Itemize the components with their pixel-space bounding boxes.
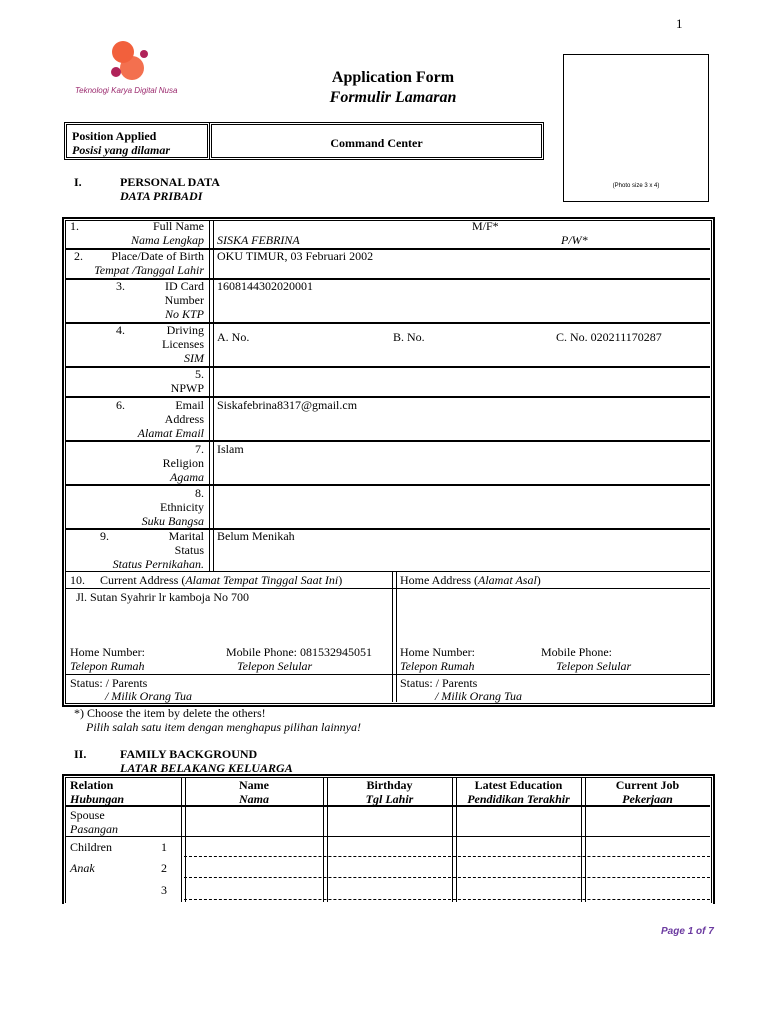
note-text-id: Pilih salah satu item dengan menghapus pilihan lainnya! <box>86 720 361 734</box>
ethnicity-label: 8. Ethnicity Suku Bangsa <box>141 486 204 528</box>
header-name: Name Nama <box>239 778 269 806</box>
row-separator <box>65 674 710 675</box>
home-home-number-label-id: Telepon Rumah <box>400 659 475 673</box>
home-address-header: Home Address (Alamat Asal) <box>400 573 541 587</box>
children-label-id: Anak <box>70 861 95 875</box>
birth-label: 2. Place/Date of Birth Tempat /Tanggal Lahir <box>74 249 204 277</box>
id-card-value[interactable]: 1608144302020001 <box>217 279 313 293</box>
current-address-header: 10. Current Address (Alamat Tempat Tinggal Saat Ini) <box>70 573 343 587</box>
home-mobile-label-id: Telepon Selular <box>556 659 632 673</box>
child-number: 1 <box>161 840 167 854</box>
full-name-value[interactable]: SISKA FEBRINA <box>217 233 300 247</box>
child-row-dash <box>184 899 710 900</box>
photo-box[interactable] <box>563 54 709 202</box>
child-number: 2 <box>161 861 167 875</box>
note-text: *) Choose the item by delete the others! <box>74 706 266 720</box>
home-home-number-label: Home Number: <box>400 645 475 659</box>
page-number: 1 <box>676 16 683 31</box>
position-label: Position Applied <box>72 129 157 143</box>
child-row-dash <box>184 877 710 878</box>
current-address-value[interactable]: Jl. Sutan Syahrir lr kamboja No 700 <box>76 590 249 604</box>
current-status-label-id: / Milik Orang Tua <box>105 689 193 703</box>
marital-label: 9. Marital Status Status Pernikahan. <box>100 529 204 571</box>
header-relation: Relation Hubungan <box>70 778 125 806</box>
child-number: 3 <box>161 883 167 897</box>
license-b[interactable]: B. No. <box>393 330 425 344</box>
home-mobile-label: Mobile Phone: <box>541 645 612 659</box>
gender-label: M/F* <box>472 219 499 233</box>
current-mobile-label-id: Telepon Selular <box>237 659 313 673</box>
current-mobile-value[interactable]: 081532945051 <box>300 645 372 659</box>
full-name-label: 1. Full Name Nama Lengkap <box>70 219 204 247</box>
religion-label: 7. Religion Agama <box>162 442 204 484</box>
child-row-dash <box>184 856 710 857</box>
section1-subtitle: DATA PRIBADI <box>120 189 203 203</box>
section2-title: FAMILY BACKGROUND <box>120 747 258 761</box>
home-address-value[interactable] <box>396 590 708 642</box>
marital-value[interactable]: Belum Menikah <box>217 529 295 543</box>
header-education: Latest Education Pendidikan Terakhir <box>467 778 570 806</box>
section2-subtitle: LATAR BELAKANG KELUARGA <box>120 761 293 775</box>
current-home-number-label-id: Telepon Rumah <box>70 659 145 673</box>
current-mobile-label: Mobile Phone: 081532945051 <box>226 645 372 659</box>
license-a[interactable]: A. No. <box>217 330 250 344</box>
license-c[interactable]: C. No. 020211170287 <box>556 330 662 344</box>
header-job: Current Job Pekerjaan <box>615 778 680 806</box>
current-status-label[interactable]: Status: / Parents <box>70 676 148 690</box>
row-separator <box>65 588 710 589</box>
religion-value[interactable]: Islam <box>217 442 244 456</box>
email-label: 6. Email Address Alamat Email <box>116 398 204 440</box>
id-card-label: 3. ID Card Number No KTP <box>116 279 204 321</box>
position-label-id: Posisi yang dilamar <box>72 143 171 157</box>
email-value[interactable]: Siskafebrina8317@gmail.cm <box>217 398 358 412</box>
gender-label-id: P/W* <box>561 233 588 247</box>
section2-number: II. <box>74 747 87 761</box>
npwp-label: 5. NPWP <box>170 367 204 395</box>
section1-number: I. <box>74 175 82 189</box>
form-title: Application Form <box>331 69 455 86</box>
position-value-box[interactable] <box>209 122 544 160</box>
row-separator <box>65 571 710 572</box>
position-value: Command Center <box>330 136 423 150</box>
section1-title: PERSONAL DATA <box>120 175 220 189</box>
form-subtitle: Formulir Lamaran <box>329 89 457 106</box>
birth-value[interactable]: OKU TIMUR, 03 Februari 2002 <box>217 249 374 263</box>
spouse-label: Spouse Pasangan <box>70 808 118 836</box>
company-logo-icon <box>104 40 154 82</box>
header-birthday: Birthday Tgl Lahir <box>365 778 414 806</box>
driving-label: 4. Driving Licenses SIM <box>116 323 204 365</box>
current-home-number-label: Home Number: <box>70 645 145 659</box>
company-name: Teknologi Karya Digital Nusa <box>75 86 178 95</box>
home-status-label[interactable]: Status: / Parents <box>400 676 478 690</box>
children-label: Children <box>70 840 112 854</box>
family-row-separator <box>65 836 710 837</box>
page-footer: Page 1 of 7 <box>661 926 714 937</box>
photo-size-label: (Photo size 3 x 4) <box>612 183 660 189</box>
position-label-box <box>64 122 210 160</box>
home-status-label-id: / Milik Orang Tua <box>435 689 523 703</box>
